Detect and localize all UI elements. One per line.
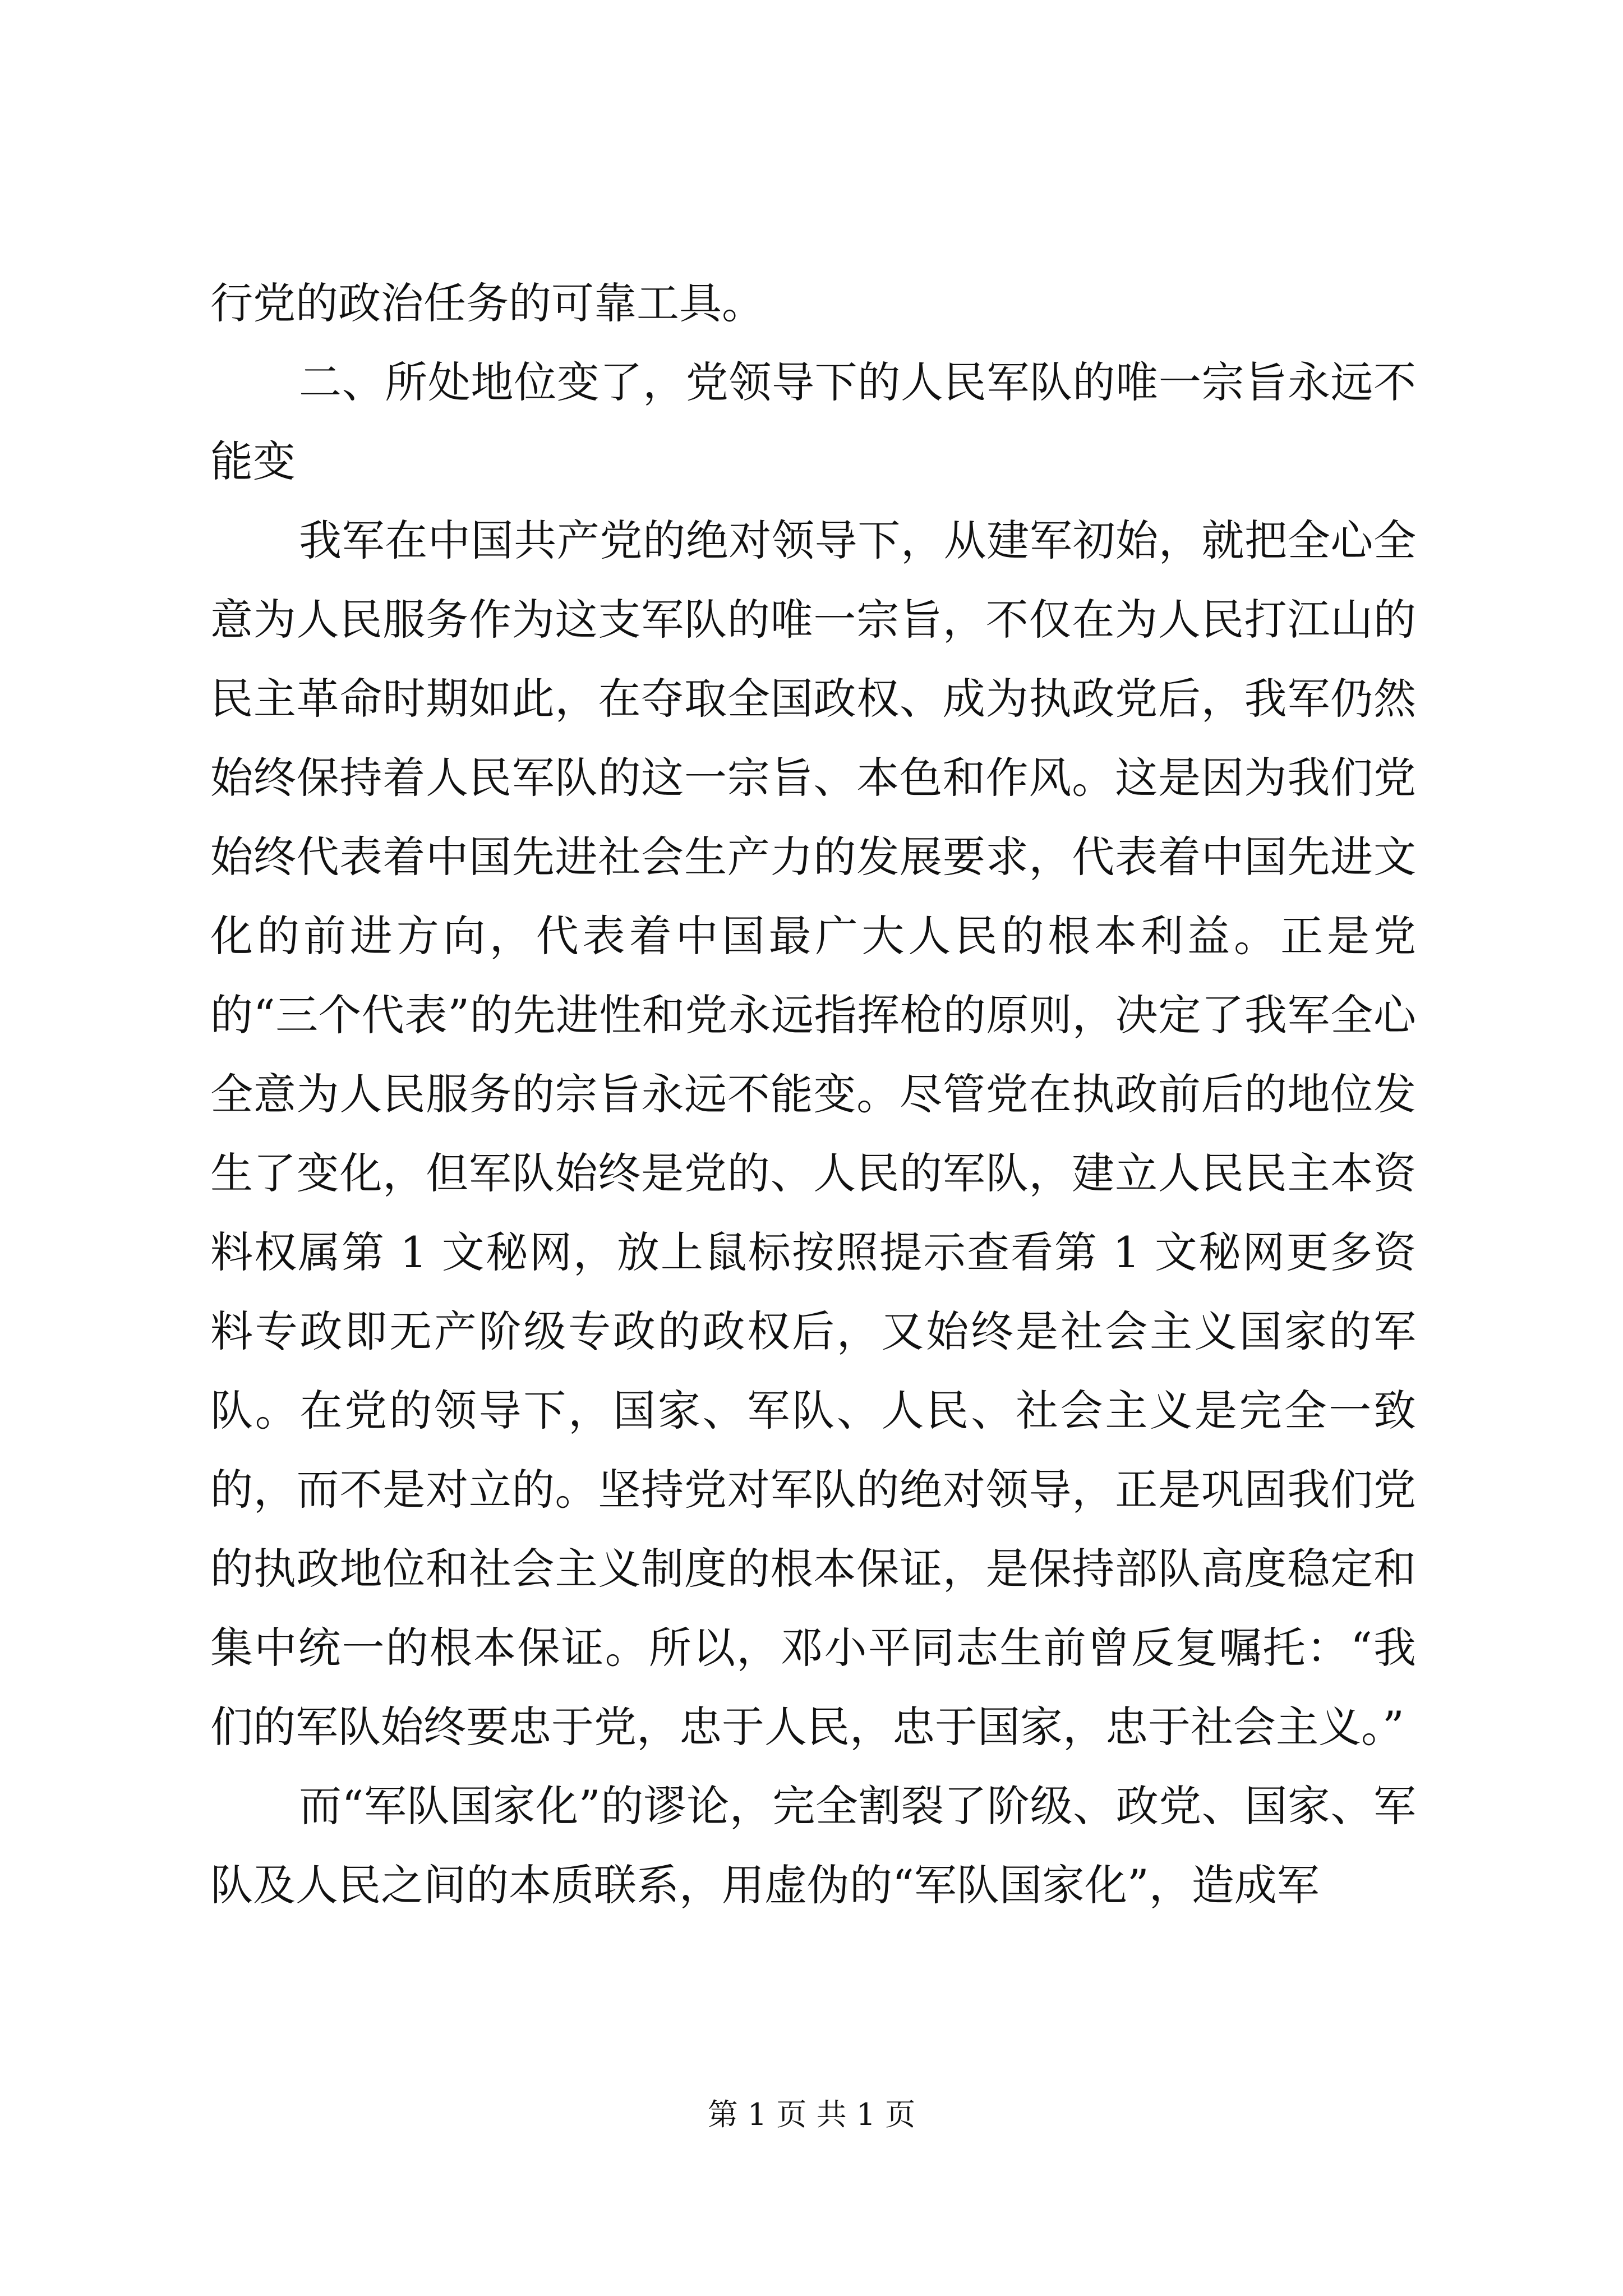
document-body: [210, 264, 1416, 1925]
section-heading: 二、所处地位变了，党领导下的人民军队的唯一宗旨永远不能变: [210, 357, 1416, 486]
page-footer: 第 1 页 共 1 页: [707, 2097, 916, 2132]
paragraph-closing: 而“军队国家化”的谬论，完全割裂了阶级、政党、国家、军队及人民之间的本质联系，用虚伪的“军队国家化”，造成军: [210, 1781, 1416, 1910]
paragraph-main: 我军在中国共产党的绝对领导下，从建军初始，就把全心全意为人民服务作为这支军队的唯一宗旨，不仅在为人民打江山的民主革命时期如此，在夺取全国政权、成为执政党后，我军仍然始终保持着人民军队的这一宗旨、本色和作风。这是因为我们党始终代表着中国先进社会生产力的发展要求，代表着中国先进文化的前进方向，代表着中国最广大人民的根本利益。正是党的“三个代表”的先进性和党永远指挥枪的原则，决定了我军全心全意为人民服务的宗旨永远不能变。尽管党在执政前后的地位发生了变化，但军队始终是党的、人民的军队，建立人民民主本资料权属第 1 文秘网，放上鼠标按照提示查看第 1 文秘网更多资料专政即无产阶级专政的政权后，又始终是社会主义国家的军队。在党的领导下，国家、军队、人民、社会主义是完全一致的，而不是对立的。坚持党对军队的绝对领导，正是巩固我们党的执政地位和社会主义制度的根本保证，是保持部队高度稳定和集中统一的根本保证。所以，邓小平同志生前曾反复嘱托：“我们的军队始终要忠于党，忠于人民，忠于国家，忠于社会主义。”: [210, 516, 1416, 1752]
paragraph-continuation: 行党的政治任务的可靠工具。: [210, 278, 764, 328]
